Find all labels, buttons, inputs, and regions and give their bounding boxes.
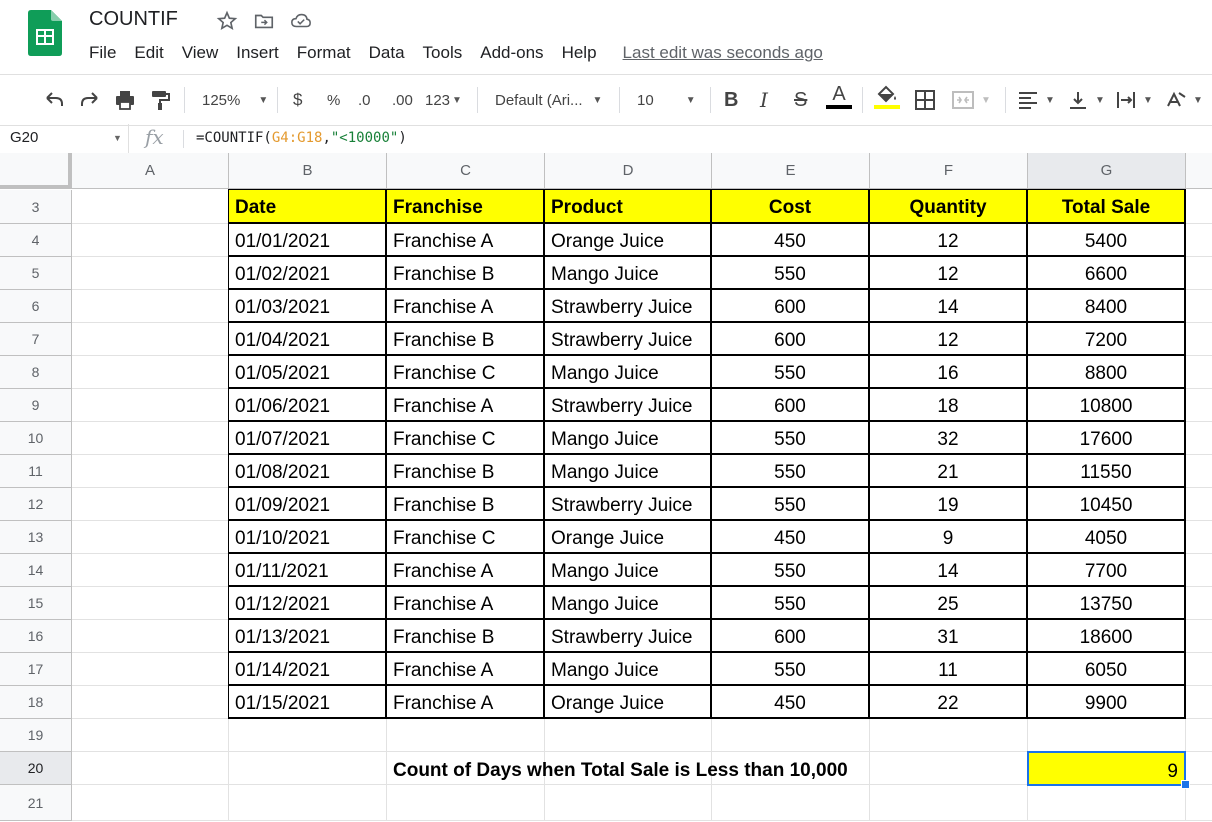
more-formats-label: 123: [425, 91, 451, 109]
grid-cell[interactable]: [72, 455, 229, 488]
toolbar-separator: [862, 87, 863, 113]
table-row-cell[interactable]: Franchise C: [386, 421, 545, 455]
table-row-cell[interactable]: 31: [869, 619, 1028, 653]
grid-cell[interactable]: [712, 785, 870, 821]
currency-format-button[interactable]: $: [293, 90, 303, 109]
grid-cell[interactable]: [72, 785, 229, 821]
table-row-cell[interactable]: 7700: [1027, 553, 1186, 587]
grid-cell[interactable]: [712, 719, 870, 752]
grid-cell: [1186, 587, 1212, 620]
sheets-logo-icon[interactable]: [28, 10, 62, 56]
grid-cell[interactable]: [229, 785, 387, 821]
table-row-cell[interactable]: Strawberry Juice: [544, 289, 712, 323]
font-family-value: Default (Ari...: [495, 91, 583, 109]
table-row-cell[interactable]: 8800: [1027, 355, 1186, 389]
column-header-d[interactable]: D: [545, 153, 712, 189]
table-row-cell[interactable]: 6050: [1027, 652, 1186, 686]
grid-cell[interactable]: [72, 620, 229, 653]
chevron-down-icon: ▼: [1045, 94, 1055, 106]
formula-criteria: "<10000": [330, 130, 399, 146]
undo-button[interactable]: [42, 87, 66, 113]
menu-edit[interactable]: Edit: [134, 43, 164, 62]
table-row-cell[interactable]: 32: [869, 421, 1028, 455]
borders-icon: [914, 89, 936, 111]
chevron-down-icon: ▼: [1095, 94, 1105, 106]
formula-input[interactable]: [196, 130, 407, 146]
table-row-cell[interactable]: Franchise C: [386, 520, 545, 554]
grid-cell[interactable]: [72, 587, 229, 620]
fill-color-button[interactable]: [874, 83, 900, 117]
table-row-cell[interactable]: 8400: [1027, 289, 1186, 323]
column-header-filler: [1186, 153, 1212, 189]
table-row-cell[interactable]: 01/11/2021: [228, 553, 387, 587]
table-row-cell[interactable]: 10450: [1027, 487, 1186, 521]
grid-cell: [1186, 521, 1212, 554]
font-size-select[interactable]: [637, 87, 696, 113]
table-header-cell[interactable]: Quantity: [869, 189, 1028, 224]
grid-cell: [1186, 356, 1212, 389]
grid-cell: [1186, 224, 1212, 257]
row-header-8[interactable]: 8: [0, 356, 72, 389]
table-row-cell[interactable]: 5400: [1027, 223, 1186, 257]
table-row-cell[interactable]: 10800: [1027, 388, 1186, 422]
table-row-cell[interactable]: 19: [869, 487, 1028, 521]
menu-bar: [89, 43, 841, 65]
table-header-cell[interactable]: Cost: [711, 189, 870, 224]
formula-range: G4:G18: [271, 130, 323, 146]
table-row-cell[interactable]: Mango Juice: [544, 652, 712, 686]
table-row-cell[interactable]: 7200: [1027, 322, 1186, 356]
increase-decimal-icon: .00: [392, 91, 413, 109]
table-row-cell[interactable]: 450: [711, 520, 870, 554]
paint-format-button[interactable]: [148, 87, 172, 113]
table-row-cell[interactable]: 21: [869, 454, 1028, 488]
menu-view[interactable]: View: [181, 43, 219, 62]
table-row-cell[interactable]: Mango Juice: [544, 454, 712, 488]
row-header-7[interactable]: 7: [0, 323, 72, 356]
row-header-18[interactable]: 18: [0, 686, 72, 719]
fill-color-swatch: [874, 105, 900, 109]
grid-cell: [1186, 719, 1212, 752]
bold-button[interactable]: B: [724, 88, 739, 111]
table-row-cell[interactable]: 600: [711, 388, 870, 422]
toolbar-separator: [710, 87, 711, 113]
grid-cell[interactable]: [870, 785, 1028, 821]
table-row-cell[interactable]: 01/13/2021: [228, 619, 387, 653]
column-header-e[interactable]: E: [712, 153, 870, 189]
menu-format[interactable]: Format: [296, 43, 351, 62]
grid-cell[interactable]: [72, 488, 229, 521]
table-row-cell[interactable]: Orange Juice: [544, 223, 712, 257]
table-row-cell[interactable]: 14: [869, 553, 1028, 587]
table-row-cell[interactable]: 01/03/2021: [228, 289, 387, 323]
grid-cell[interactable]: [72, 422, 229, 455]
row-header-9[interactable]: 9: [0, 389, 72, 422]
italic-button[interactable]: I: [760, 88, 768, 112]
grid-cell[interactable]: [545, 719, 712, 752]
table-row-cell[interactable]: Franchise B: [386, 487, 545, 521]
grid-cell: [1186, 190, 1212, 224]
table-row-cell[interactable]: 01/01/2021: [228, 223, 387, 257]
table-row-cell[interactable]: 6600: [1027, 256, 1186, 290]
table-row-cell[interactable]: Franchise A: [386, 388, 545, 422]
table-row-cell[interactable]: Franchise A: [386, 289, 545, 323]
row-header-15[interactable]: 15: [0, 587, 72, 620]
horizontal-align-button[interactable]: [1017, 87, 1055, 113]
merge-cells-button[interactable]: [951, 87, 991, 113]
row-header-4[interactable]: 4: [0, 224, 72, 257]
chevron-down-icon: ▼: [1143, 94, 1153, 106]
table-row-cell[interactable]: 17600: [1027, 421, 1186, 455]
spreadsheet-grid: [0, 153, 1212, 822]
last-edit-link[interactable]: Last edit was seconds ago: [622, 43, 823, 62]
table-row-cell[interactable]: Franchise B: [386, 322, 545, 356]
grid-cell: [1186, 620, 1212, 653]
grid-cell: [1186, 653, 1212, 686]
grid-cell[interactable]: [1028, 719, 1186, 752]
table-row-cell[interactable]: Strawberry Juice: [544, 322, 712, 356]
font-family-select[interactable]: [495, 87, 602, 113]
table-row-cell[interactable]: 12: [869, 322, 1028, 356]
grid-cell[interactable]: [229, 752, 387, 785]
vertical-align-button[interactable]: [1067, 87, 1105, 113]
toolbar-separator: [184, 87, 185, 113]
cloud-saved-icon[interactable]: [290, 10, 312, 32]
redo-icon: [78, 88, 102, 112]
borders-button[interactable]: [914, 87, 936, 113]
table-row-cell[interactable]: 450: [711, 685, 870, 719]
table-row-cell[interactable]: 13750: [1027, 586, 1186, 620]
chevron-down-icon: ▼: [452, 94, 462, 106]
grid-cell[interactable]: [870, 719, 1028, 752]
star-icon[interactable]: [216, 10, 238, 32]
row-header-20[interactable]: 20: [0, 752, 72, 785]
grid-cell: [1186, 257, 1212, 290]
print-icon: [113, 88, 137, 112]
table-row-cell[interactable]: 11: [869, 652, 1028, 686]
table-row-cell[interactable]: 12: [869, 256, 1028, 290]
table-row-cell[interactable]: 550: [711, 256, 870, 290]
decrease-decimal-icon: .0: [358, 91, 371, 109]
menu-tools[interactable]: Tools: [422, 43, 463, 62]
grid-cell[interactable]: [72, 653, 229, 686]
grid-cell[interactable]: [72, 719, 229, 752]
table-row-cell[interactable]: 600: [711, 619, 870, 653]
select-all-corner[interactable]: [0, 153, 72, 189]
row-header-19[interactable]: 19: [0, 719, 72, 752]
grid-cell[interactable]: [72, 224, 229, 257]
grid-cell[interactable]: [72, 323, 229, 356]
grid-cell[interactable]: [72, 554, 229, 587]
undo-icon: [42, 88, 66, 112]
grid-cell: [1186, 422, 1212, 455]
table-row-cell[interactable]: 600: [711, 289, 870, 323]
grid-cell[interactable]: [72, 752, 229, 785]
grid-cell: [1186, 290, 1212, 323]
table-row-cell[interactable]: Orange Juice: [544, 520, 712, 554]
table-row-cell[interactable]: 01/04/2021: [228, 322, 387, 356]
fill-handle[interactable]: [1181, 780, 1190, 789]
table-row-cell[interactable]: Franchise A: [386, 223, 545, 257]
table-row-cell[interactable]: 450: [711, 223, 870, 257]
grid-cell[interactable]: [72, 686, 229, 719]
table-row-cell[interactable]: 12: [869, 223, 1028, 257]
table-header-cell[interactable]: Franchise: [386, 189, 545, 224]
column-header-g[interactable]: G: [1028, 153, 1186, 189]
grid-cell[interactable]: [387, 719, 545, 752]
grid-cell: [1186, 686, 1212, 719]
column-header-b[interactable]: B: [229, 153, 387, 189]
toolbar-separator: [619, 87, 620, 113]
table-header-cell[interactable]: Total Sale: [1027, 189, 1186, 224]
table-row-cell[interactable]: 01/12/2021: [228, 586, 387, 620]
row-header-3[interactable]: 3: [0, 190, 72, 224]
table-row-cell[interactable]: 550: [711, 487, 870, 521]
table-row-cell[interactable]: Franchise A: [386, 652, 545, 686]
chevron-down-icon: ▼: [1193, 94, 1203, 106]
grid-cell[interactable]: [72, 257, 229, 290]
chevron-down-icon: ▼: [258, 94, 269, 106]
fx-icon: fx: [145, 125, 164, 149]
table-row-cell[interactable]: 01/15/2021: [228, 685, 387, 719]
align-left-icon: [1017, 89, 1039, 111]
formula-bar-divider: [128, 124, 129, 153]
table-row-cell[interactable]: 18: [869, 388, 1028, 422]
table-row-cell[interactable]: 16: [869, 355, 1028, 389]
print-button[interactable]: [113, 87, 137, 113]
table-row-cell[interactable]: 25: [869, 586, 1028, 620]
table-row-cell[interactable]: Mango Juice: [544, 421, 712, 455]
table-row-cell[interactable]: 01/08/2021: [228, 454, 387, 488]
grid-cell[interactable]: [72, 190, 229, 224]
table-row-cell[interactable]: 9900: [1027, 685, 1186, 719]
row-header-21[interactable]: 21: [0, 785, 72, 821]
move-to-folder-icon[interactable]: [253, 10, 275, 32]
grid-cell[interactable]: [72, 356, 229, 389]
table-row-cell[interactable]: 11550: [1027, 454, 1186, 488]
menu-data[interactable]: Data: [368, 43, 405, 62]
menu-file[interactable]: File: [89, 43, 117, 62]
table-row-cell[interactable]: Mango Juice: [544, 586, 712, 620]
table-row-cell[interactable]: 01/09/2021: [228, 487, 387, 521]
table-row-cell[interactable]: Mango Juice: [544, 256, 712, 290]
table-row-cell[interactable]: Franchise B: [386, 256, 545, 290]
table-row-cell[interactable]: 14: [869, 289, 1028, 323]
grid-cell[interactable]: [545, 785, 712, 821]
column-header-c[interactable]: C: [387, 153, 545, 189]
table-row-cell[interactable]: Franchise C: [386, 355, 545, 389]
table-row-cell[interactable]: 550: [711, 586, 870, 620]
table-row-cell[interactable]: 01/07/2021: [228, 421, 387, 455]
formula-suffix: ): [398, 130, 407, 146]
zoom-select[interactable]: [202, 87, 268, 113]
table-row-cell[interactable]: Orange Juice: [544, 685, 712, 719]
menu-insert[interactable]: Insert: [236, 43, 279, 62]
grid-cell[interactable]: [387, 785, 545, 821]
chevron-down-icon: ▼: [981, 94, 991, 106]
vertical-align-bottom-icon: [1067, 89, 1089, 111]
formula-prefix: =COUNTIF(: [196, 130, 272, 146]
table-header-cell[interactable]: Date: [228, 189, 387, 224]
table-row-cell[interactable]: 550: [711, 553, 870, 587]
text-wrap-icon: [1115, 89, 1137, 111]
table-row-cell[interactable]: Mango Juice: [544, 355, 712, 389]
grid-cell: [1186, 389, 1212, 422]
row-header-11[interactable]: 11: [0, 455, 72, 488]
row-header-5[interactable]: 5: [0, 257, 72, 290]
table-row-cell[interactable]: 01/10/2021: [228, 520, 387, 554]
column-header-a[interactable]: A: [72, 153, 229, 189]
grid-cell[interactable]: [229, 719, 387, 752]
grid-cell: [1186, 785, 1212, 821]
text-wrapping-button[interactable]: [1115, 87, 1153, 113]
table-row-cell[interactable]: 01/14/2021: [228, 652, 387, 686]
toolbar-separator: [1005, 87, 1006, 113]
table-row-cell[interactable]: 4050: [1027, 520, 1186, 554]
row-header-16[interactable]: 16: [0, 620, 72, 653]
row-header-14[interactable]: 14: [0, 554, 72, 587]
increase-decimal-button[interactable]: [392, 87, 413, 113]
table-row-cell[interactable]: Franchise B: [386, 619, 545, 653]
table-row-cell[interactable]: 01/02/2021: [228, 256, 387, 290]
redo-button[interactable]: [78, 87, 102, 113]
table-row-cell[interactable]: 550: [711, 355, 870, 389]
text-color-swatch: [826, 105, 852, 109]
table-row-cell[interactable]: 22: [869, 685, 1028, 719]
menu-help[interactable]: Help: [561, 43, 597, 62]
strikethrough-button[interactable]: S: [794, 88, 808, 111]
row-header-17[interactable]: 17: [0, 653, 72, 686]
chevron-down-icon: ▼: [592, 94, 603, 106]
column-header-f[interactable]: F: [870, 153, 1028, 189]
table-row-cell[interactable]: Franchise A: [386, 586, 545, 620]
table-row-cell[interactable]: 01/06/2021: [228, 388, 387, 422]
row-header-12[interactable]: 12: [0, 488, 72, 521]
grid-cell[interactable]: [72, 521, 229, 554]
summary-label[interactable]: Count of Days when Total Sale is Less than 10,000: [393, 760, 848, 781]
document-title[interactable]: COUNTIF: [89, 8, 178, 30]
table-row-cell[interactable]: 550: [711, 652, 870, 686]
fill-color-icon: [874, 83, 900, 105]
grid-cell: [1186, 323, 1212, 356]
zoom-value: 125%: [202, 91, 241, 109]
formula-comma: ,: [322, 130, 331, 146]
text-rotation-icon: [1165, 89, 1187, 111]
menu-add-ons[interactable]: Add-ons: [480, 43, 544, 62]
table-row-cell[interactable]: Franchise B: [386, 454, 545, 488]
chevron-down-icon[interactable]: ▼: [113, 133, 122, 143]
more-formats-button[interactable]: [425, 87, 462, 113]
grid-cell: [1186, 554, 1212, 587]
text-rotation-button[interactable]: [1165, 87, 1203, 113]
grid-cell[interactable]: [72, 389, 229, 422]
percent-format-button[interactable]: %: [327, 91, 341, 109]
grid-cell: [1186, 455, 1212, 488]
table-row-cell[interactable]: Strawberry Juice: [544, 487, 712, 521]
table-row-cell[interactable]: 550: [711, 454, 870, 488]
font-size-value: 10: [637, 91, 654, 109]
toolbar-separator: [277, 87, 278, 113]
table-row-cell[interactable]: 9: [869, 520, 1028, 554]
grid-cell: [1186, 488, 1212, 521]
table-row-cell[interactable]: Franchise A: [386, 553, 545, 587]
row-header-10[interactable]: 10: [0, 422, 72, 455]
grid-cell[interactable]: [72, 290, 229, 323]
table-row-cell[interactable]: Strawberry Juice: [544, 388, 712, 422]
paint-format-icon: [148, 88, 172, 112]
toolbar-separator: [477, 87, 478, 113]
table-row-cell[interactable]: 18600: [1027, 619, 1186, 653]
table-header-cell[interactable]: Product: [544, 189, 712, 224]
text-color-icon: A: [832, 83, 846, 105]
table-row-cell[interactable]: Franchise A: [386, 685, 545, 719]
merge-cells-icon: [951, 89, 975, 111]
toolbar: [0, 74, 1212, 126]
row-header-13[interactable]: 13: [0, 521, 72, 554]
formula-bar: [0, 124, 1212, 154]
text-color-button[interactable]: [826, 83, 852, 117]
decrease-decimal-button[interactable]: [358, 87, 371, 113]
chevron-down-icon: ▼: [685, 94, 696, 106]
table-row-cell[interactable]: Strawberry Juice: [544, 619, 712, 653]
table-row-cell[interactable]: 600: [711, 322, 870, 356]
name-box[interactable]: G20: [10, 129, 39, 146]
formula-bar-divider: [183, 130, 184, 148]
table-row-cell[interactable]: 550: [711, 421, 870, 455]
summary-value-cell[interactable]: 9: [1027, 751, 1186, 786]
grid-cell[interactable]: [1028, 785, 1186, 821]
row-header-6[interactable]: 6: [0, 290, 72, 323]
table-row-cell[interactable]: Mango Juice: [544, 553, 712, 587]
table-row-cell[interactable]: 01/05/2021: [228, 355, 387, 389]
